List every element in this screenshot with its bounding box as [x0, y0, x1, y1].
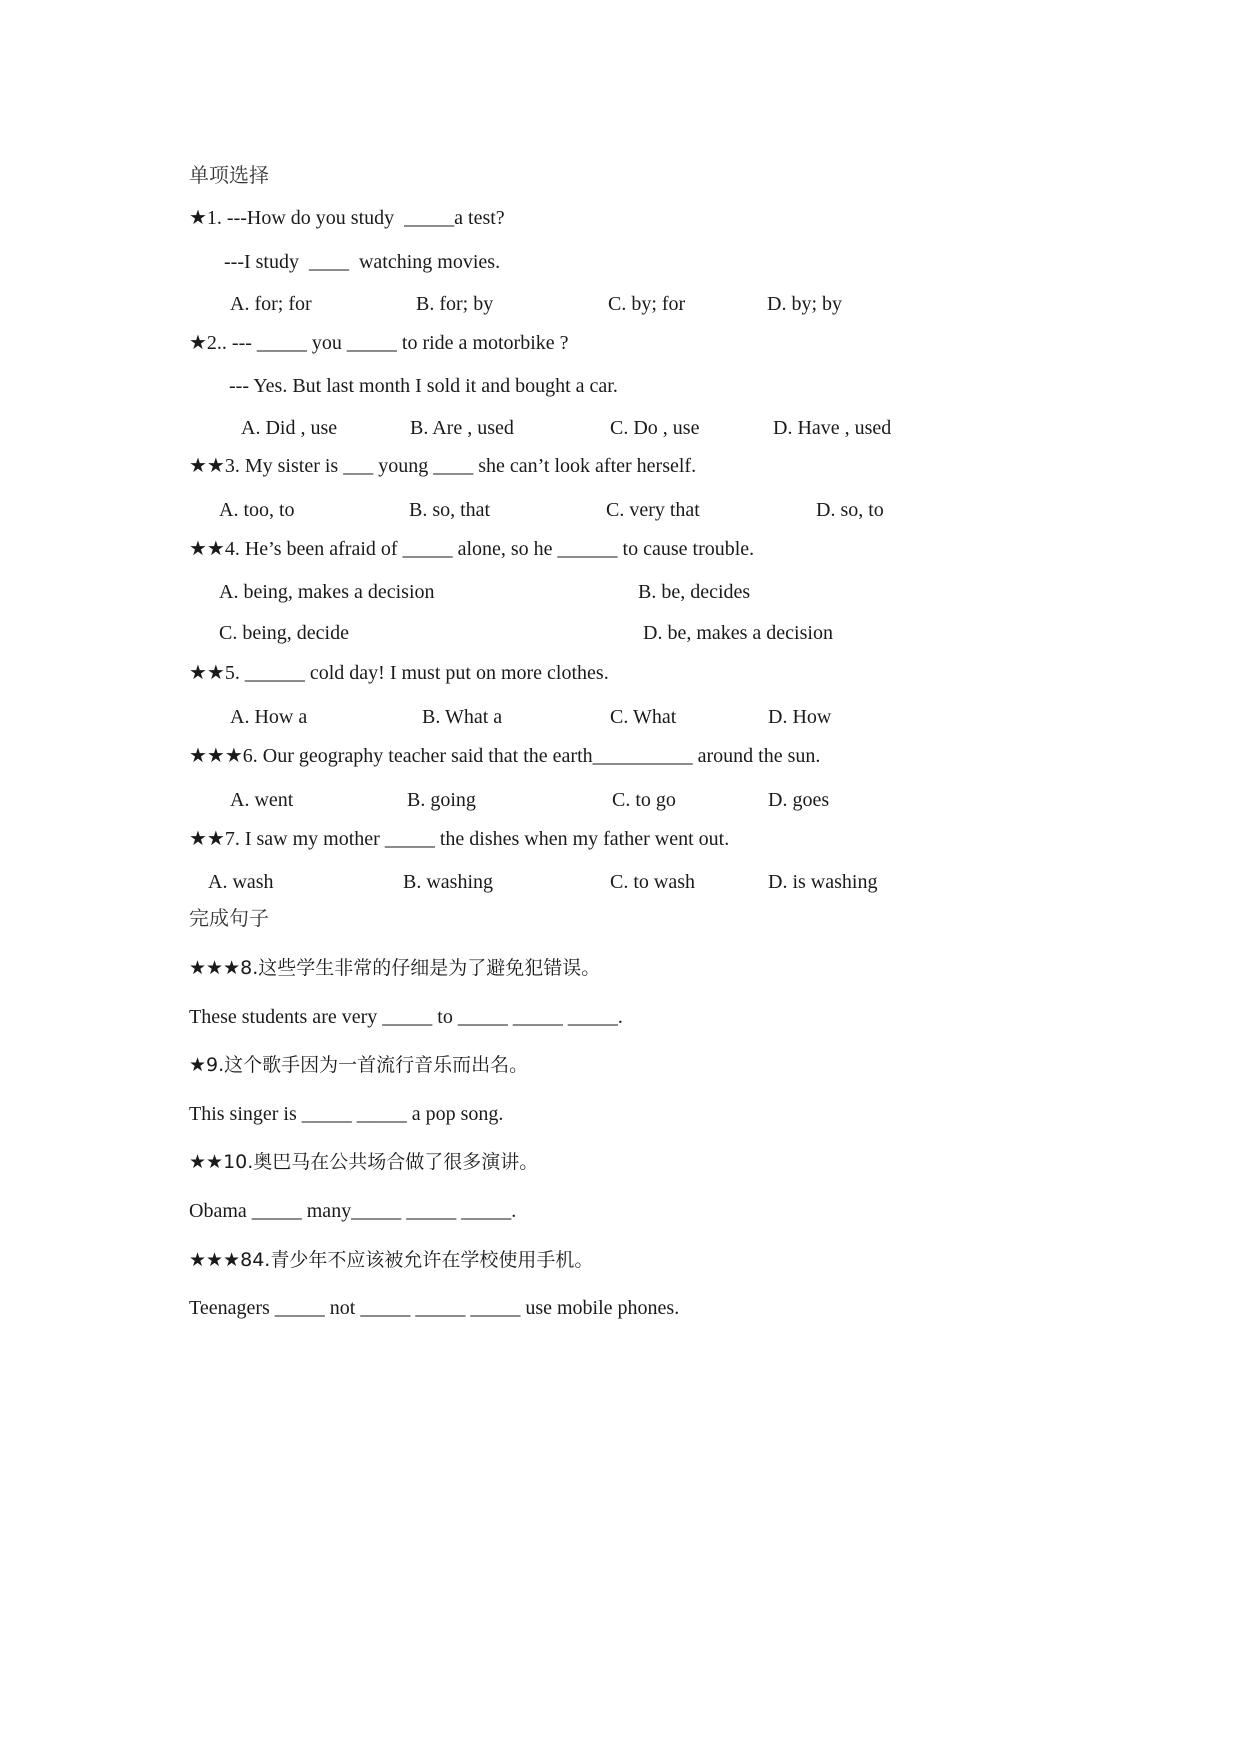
question-4-option-c: C. being, decide [219, 622, 349, 644]
question-10-answer-line: Obama _____ many_____ _____ _____. [189, 1200, 517, 1222]
question-1-stem: ★1. ---How do you study _____a test? [189, 207, 505, 229]
question-6-option-d: D. goes [768, 789, 830, 811]
question-2-option-b: B. Are , used [410, 417, 514, 439]
question-3-option-b: B. so, that [409, 499, 491, 521]
question-5-option-c: C. What [610, 706, 677, 728]
question-7-stem: ★★7. I saw my mother _____ the dishes when my father went out. [189, 828, 730, 850]
question-3-option-d: D. so, to [816, 499, 884, 521]
question-9-answer-line: This singer is _____ _____ a pop song. [189, 1103, 504, 1125]
question-2-option-d: D. Have , used [773, 417, 892, 439]
question-6-option-c: C. to go [612, 789, 676, 811]
question-5-option-d: D. How [768, 706, 832, 728]
question-4-stem: ★★4. He’s been afraid of _____ alone, so he ______ to cause trouble. [189, 538, 755, 560]
question-1-option-a: A. for; for [230, 293, 312, 315]
question-4-option-d: D. be, makes a decision [643, 622, 833, 644]
question-10-prompt: ★★10.奥巴马在公共场合做了很多演讲。 [189, 1151, 539, 1173]
question-6-option-b: B. going [407, 789, 476, 811]
question-4-option-a: A. being, makes a decision [219, 581, 435, 603]
question-1-option-c: C. by; for [608, 293, 686, 315]
question-1-line2: ---I study ____ watching movies. [224, 251, 501, 273]
section-heading-complete-sentences: 完成句子 [189, 906, 269, 930]
question-2-option-c: C. Do , use [610, 417, 700, 439]
question-9-prompt: ★9.这个歌手因为一首流行音乐而出名。 [189, 1054, 529, 1076]
question-3-option-a: A. too, to [219, 499, 295, 521]
question-1-option-b: B. for; by [416, 293, 494, 315]
question-7-option-b: B. washing [403, 871, 493, 893]
question-84-prompt: ★★★84.青少年不应该被允许在学校使用手机。 [189, 1249, 594, 1271]
question-7-option-d: D. is washing [768, 871, 878, 893]
question-5-stem: ★★5. ______ cold day! I must put on more clothes. [189, 662, 609, 684]
question-2-stem: ★2.. --- _____ you _____ to ride a motorbike ? [189, 332, 569, 354]
question-7-option-c: C. to wash [610, 871, 695, 893]
question-84-answer-line: Teenagers _____ not _____ _____ _____ use mobile phones. [189, 1297, 680, 1319]
question-6-option-a: A. went [230, 789, 294, 811]
section-heading-multiple-choice: 单项选择 [189, 163, 269, 187]
question-2-option-a: A. Did , use [241, 417, 338, 439]
question-7-option-a: A. wash [208, 871, 274, 893]
question-3-stem: ★★3. My sister is ___ young ____ she can’t look after herself. [189, 455, 697, 477]
question-6-stem: ★★★6. Our geography teacher said that the earth__________ around the sun. [189, 745, 821, 767]
question-8-answer-line: These students are very _____ to _____ _____ _____. [189, 1006, 623, 1028]
question-4-option-b: B. be, decides [638, 581, 751, 603]
question-8-prompt: ★★★8.这些学生非常的仔细是为了避免犯错误。 [189, 957, 601, 979]
question-5-option-a: A. How a [230, 706, 308, 728]
question-3-option-c: C. very that [606, 499, 700, 521]
question-5-option-b: B. What a [422, 706, 503, 728]
question-2-line2: --- Yes. But last month I sold it and bought a car. [229, 375, 618, 397]
question-1-option-d: D. by; by [767, 293, 842, 315]
